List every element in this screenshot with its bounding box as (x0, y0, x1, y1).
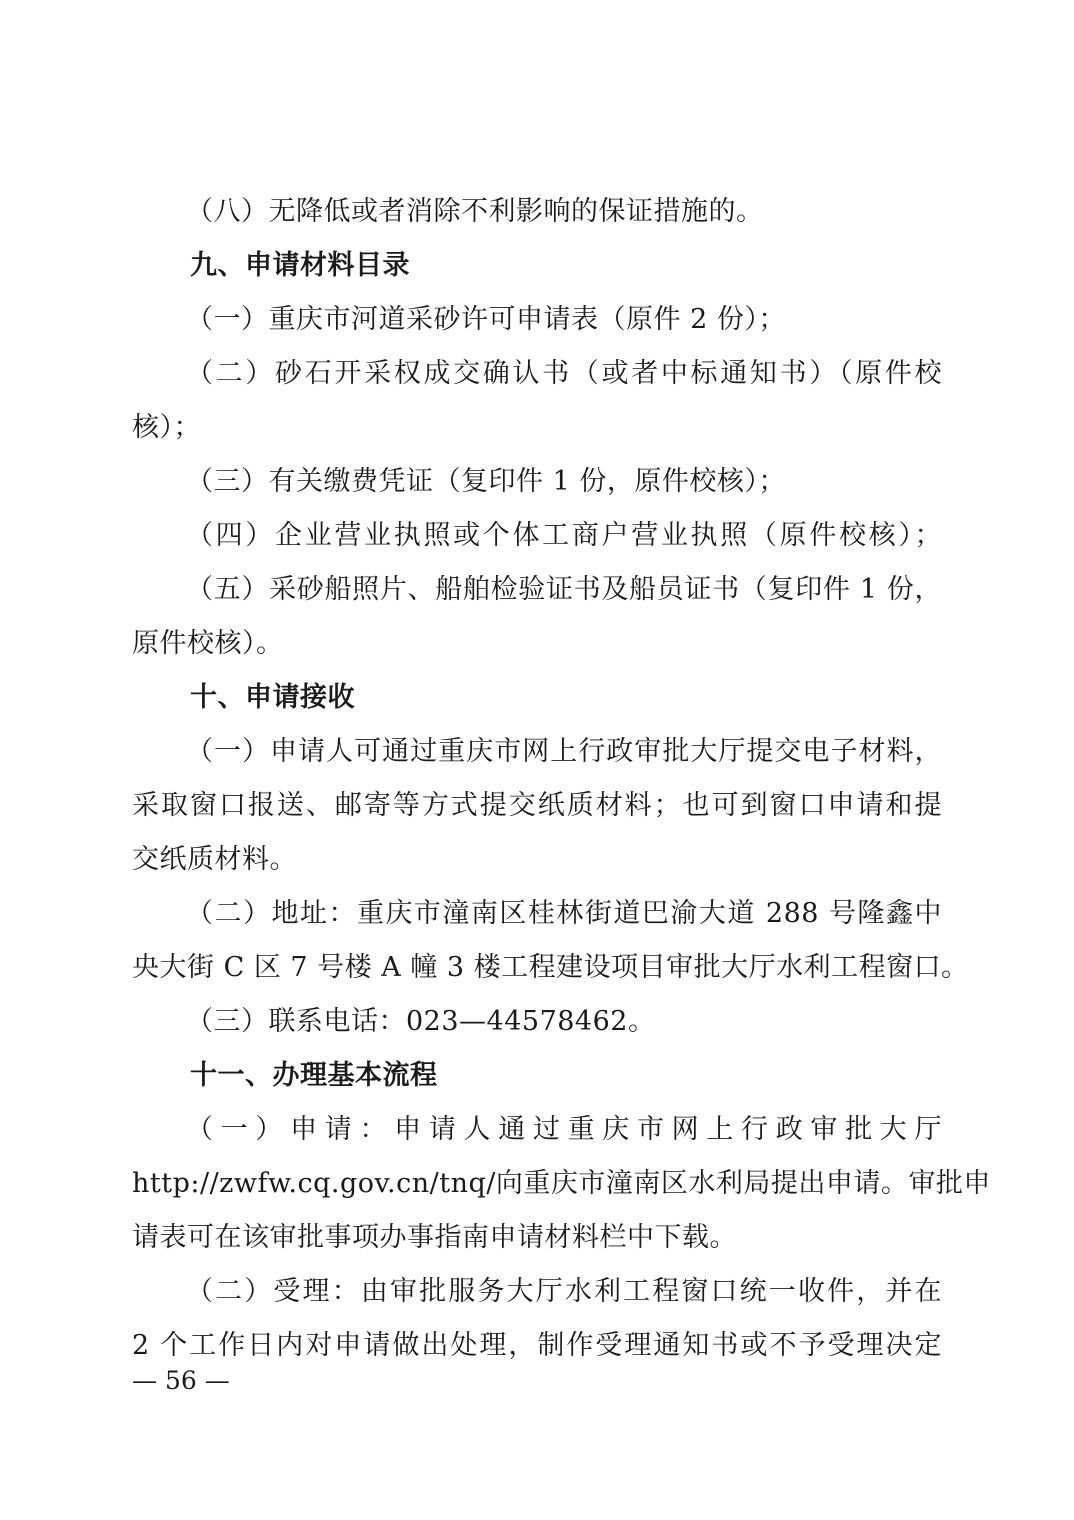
receipt-item-1: （一）申请人可通过重庆市网上行政审批大厅提交电子材料， (186, 736, 942, 767)
receipt-item-2: （二）地址：重庆市潼南区桂林街道巴渝大道 288 号隆鑫中 (186, 898, 942, 929)
process-item-1-end: 请表可在该审批事项办事指南申请材料栏中下载。 (132, 1222, 737, 1253)
paragraph-item-8: （八）无降低或者消除不利影响的保证措施的。 (186, 196, 764, 227)
material-item-1: （一）重庆市河道采砂许可申请表（原件 2 份）； (186, 304, 786, 335)
material-item-3: （三）有关缴费凭证（复印件 1 份，原件校核）； (186, 466, 786, 497)
section-heading-9: 九、申请材料目录 (190, 250, 410, 281)
receipt-item-3: （三）联系电话：023—44578462。 (186, 1006, 656, 1037)
material-item-2: （二）砂石开采权成交确认书（或者中标通知书）（原件校 (186, 358, 942, 389)
material-item-5: （五）采砂船照片、船舶检验证书及船员证书（复印件 1 份， (186, 574, 942, 605)
process-item-1-cont: http://zwfw.cq.gov.cn/tnq/向重庆市潼南区水利局提出申请。审批申 (132, 1168, 991, 1199)
material-item-2-cont: 核）； (132, 412, 201, 443)
page-number: — 56 — (132, 1366, 230, 1395)
process-item-1: （一）申请：申请人通过重庆市网上行政审批大厅 (186, 1114, 942, 1145)
material-item-5-cont: 原件校核）。 (132, 628, 284, 659)
receipt-item-2-cont: 央大街 C 区 7 号楼 A 幢 3 楼工程建设项目审批大厅水利工程窗口。 (132, 952, 969, 983)
section-heading-11: 十一、办理基本流程 (190, 1060, 438, 1091)
material-item-4: （四）企业营业执照或个体工商户营业执照（原件校核）； (186, 520, 942, 551)
receipt-item-1-end: 交纸质材料。 (132, 844, 297, 875)
receipt-item-1-cont: 采取窗口报送、邮寄等方式提交纸质材料；也可到窗口申请和提 (132, 790, 942, 821)
section-heading-10: 十、申请接收 (190, 682, 355, 713)
process-item-2-cont: 2 个工作日内对申请做出处理，制作受理通知书或不予受理决定 (132, 1330, 942, 1361)
process-item-2: （二）受理：由审批服务大厅水利工程窗口统一收件，并在 (186, 1276, 942, 1307)
